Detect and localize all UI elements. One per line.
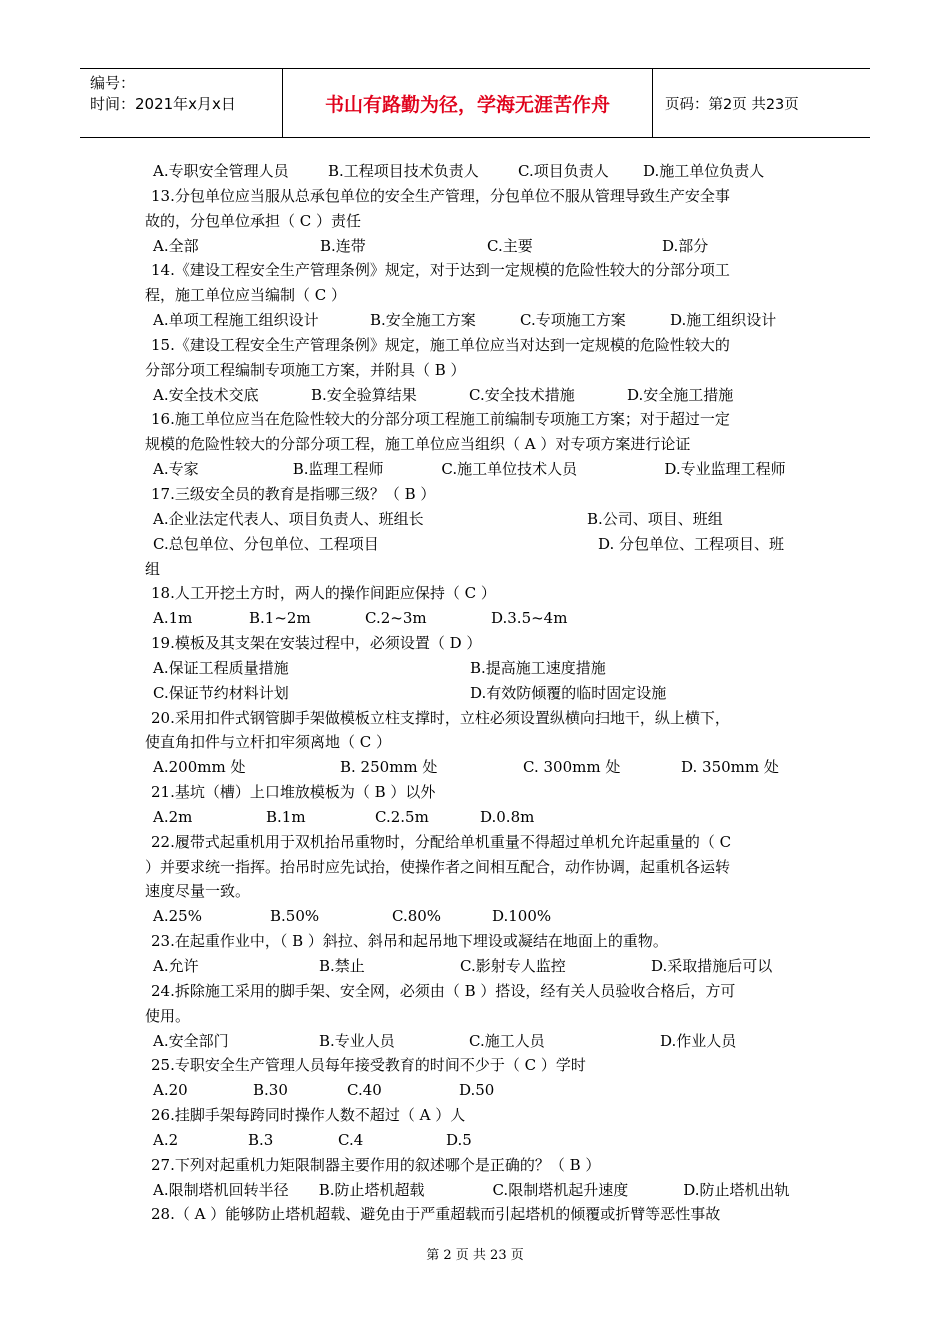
option-row	[145, 159, 813, 184]
option-row	[145, 234, 813, 259]
answer-option: A.2	[153, 1130, 179, 1149]
question-text: 17.三级安全员的教育是指哪三级？（ B ）	[151, 484, 436, 503]
answer-option: B.防止塔机超载	[318, 1180, 425, 1199]
answer-option: D.3.5~4m	[491, 609, 568, 628]
question-continuation: ）并要求统一指挥。抬吊时应先试抬，使操作者之间相互配合，动作协调，起重机各运转	[145, 857, 731, 876]
option-row	[145, 383, 813, 408]
answer-option: A.限制塔机回转半径	[153, 1180, 289, 1199]
answer-option: A.200mm 处	[153, 758, 246, 777]
answer-option: C. 300mm 处	[523, 758, 621, 777]
motto-text: 书山有路勤为径，学海无涯苦作舟	[324, 93, 610, 116]
question-text: 22.履带式起重机用于双机抬吊重物时，分配给单机重量不得超过单机允许起重量的（ C	[151, 832, 732, 851]
answer-option: C.施工人员	[469, 1031, 545, 1050]
answer-option: B.3	[248, 1130, 274, 1149]
page-footer	[0, 1244, 950, 1263]
answer-option: D.作业人员	[660, 1031, 737, 1050]
option-row	[145, 656, 813, 681]
answer-option: B.30	[253, 1081, 288, 1100]
answer-option: A.2m	[153, 807, 193, 826]
answer-option: B.安全施工方案	[370, 311, 476, 330]
question-continuation: 规模的危险性较大的分部分项工程，施工单位应当组织（ A ）对专项方案进行论证	[145, 435, 691, 454]
answer-option: B.1~2m	[249, 609, 311, 628]
question-continuation: 速度尽量一致。	[145, 882, 251, 901]
question-text: 15.《建设工程安全生产管理条例》规定，施工单位应当对达到一定规模的危险性较大的	[151, 335, 730, 354]
header-page-info	[653, 69, 870, 137]
answer-option: D. 分包单位、工程项目、班	[598, 534, 785, 553]
question-text: 16.施工单位应当在危险性较大的分部分项工程施工前编制专项施工方案；对于超过一定	[151, 410, 730, 429]
answer-option: C.限制塔机起升速度	[492, 1180, 629, 1199]
answer-option: C.专项施工方案	[520, 311, 626, 330]
option-row	[145, 904, 813, 929]
answer-option: A.25%	[153, 907, 202, 926]
answer-option: C.80%	[392, 907, 442, 926]
document-date: 时间：2021年x月x日	[90, 95, 236, 113]
question-text: 21.基坑（槽）上口堆放模板为（ B ）以外	[151, 783, 436, 802]
answer-option: C.主要	[487, 236, 533, 255]
option-row	[145, 681, 813, 706]
question-body	[145, 159, 813, 1227]
question-text: 26.挂脚手架每跨同时操作人数不超过（ A ）人	[151, 1106, 466, 1125]
header-meta	[80, 69, 283, 137]
option-row	[145, 457, 813, 482]
answer-option: C.影射专人监控	[460, 957, 566, 975]
question-continuation: 分部分项工程编制专项施工方案，并附具（ B ）	[145, 360, 466, 379]
question-text: 23.在起重作业中，（ B ）斜拉、斜吊和起吊地下埋设或凝结在地面上的重物。	[151, 932, 668, 951]
answer-option: A.安全部门	[153, 1031, 229, 1050]
answer-option: D.安全施工措施	[627, 385, 734, 404]
answer-option: A.企业法定代表人、项目负责人、班组长	[153, 509, 424, 528]
answer-option: B. 250mm 处	[340, 758, 438, 777]
question-text: 19.模板及其支架在安装过程中，必须设置（ D ）	[151, 634, 482, 653]
answer-option: D.防止塔机出轨	[683, 1180, 790, 1199]
question-continuation: 使直角扣件与立杆扣牢须离地（ C ）	[145, 733, 392, 752]
answer-option: C.施工单位技术人员	[441, 460, 578, 479]
answer-option: B.提高施工速度措施	[470, 658, 606, 677]
answer-option: A.20	[153, 1081, 188, 1100]
answer-option: D.0.8m	[480, 807, 535, 826]
answer-option: D.采取措施后可以	[651, 957, 773, 975]
answer-option: A.专家	[153, 460, 199, 479]
question-text: 20.采用扣件式钢管脚手架做模板立柱支撑时，立柱必须设置纵横向扫地干，纵上横下，	[151, 708, 730, 727]
page-header	[80, 68, 870, 138]
answer-option: C.40	[347, 1081, 382, 1100]
option-row	[145, 755, 813, 780]
answer-option: B.工程项目技术负责人	[328, 162, 479, 180]
question-continuation: 程，施工单位应当编制（ C ）	[145, 286, 347, 305]
answer-option: B.1m	[266, 807, 306, 826]
answer-option: A.允许	[153, 957, 199, 975]
answer-option: C.保证节约材料计划	[153, 683, 289, 702]
page-info-text: 页码：第2页 共23页	[665, 96, 799, 113]
question-text: 14.《建设工程安全生产管理条例》规定，对于达到一定规模的危险性较大的分部分项工	[151, 261, 730, 280]
answer-option: B.公司、项目、班组	[587, 509, 723, 528]
answer-option: B.50%	[270, 907, 320, 926]
answer-option: D. 350mm 处	[681, 758, 779, 777]
answer-option: D.有效防倾覆的临时固定设施	[470, 683, 667, 702]
option-row	[145, 507, 813, 532]
option-row	[145, 1029, 813, 1054]
answer-option: D.100%	[492, 907, 552, 926]
question-continuation: 使用。	[145, 1006, 191, 1025]
question-continuation: 组	[145, 559, 161, 578]
option-row	[145, 606, 813, 631]
answer-option: A.专职安全管理人员	[153, 162, 289, 180]
header-motto	[283, 69, 653, 137]
answer-option: B.监理工程师	[292, 460, 384, 479]
question-text: 27.下列对起重机力矩限制器主要作用的叙述哪个是正确的？（ B ）	[151, 1155, 601, 1174]
answer-option: C.安全技术措施	[469, 385, 575, 404]
answer-option: D.施工组织设计	[670, 311, 777, 330]
answer-option: B.安全验算结果	[311, 385, 417, 404]
answer-option: A.1m	[153, 609, 193, 628]
document-number-label: 编号：	[90, 74, 136, 92]
answer-option: D.施工单位负责人	[643, 162, 765, 180]
answer-option: C.总包单位、分包单位、工程项目	[153, 534, 379, 553]
answer-option: B.连带	[320, 236, 366, 255]
answer-option: C.项目负责人	[518, 162, 609, 180]
question-continuation: 故的，分包单位承担（ C ）责任	[145, 211, 362, 230]
option-row	[145, 308, 813, 333]
option-row	[145, 532, 813, 557]
answer-option: D.50	[459, 1081, 495, 1100]
answer-option: C.2~3m	[365, 609, 427, 628]
answer-option: A.单项工程施工组织设计	[153, 311, 319, 330]
question-text: 24.拆除施工采用的脚手架、安全网，必须由（ B ）搭设，经有关人员验收合格后，方可	[151, 981, 736, 1000]
option-row	[145, 954, 813, 979]
answer-option: C.2.5m	[375, 807, 429, 826]
footer-page-number: 第 2 页 共 23 页	[426, 1248, 524, 1263]
question-text: 28.（ A ）能够防止塔机超载、避免由于严重超载而引起塔机的倾覆或折臂等恶性事故	[151, 1205, 721, 1224]
answer-option: B.禁止	[319, 957, 365, 975]
option-row	[145, 1178, 813, 1203]
answer-option: D.专业监理工程师	[664, 460, 786, 479]
answer-option: A.全部	[153, 236, 199, 255]
answer-option: D.5	[446, 1130, 472, 1149]
question-text: 18.人工开挖土方时，两人的操作间距应保持（ C ）	[151, 584, 496, 603]
answer-option: A.安全技术交底	[153, 385, 259, 404]
answer-option: C.4	[338, 1130, 364, 1149]
question-text: 13.分包单位应当服从总承包单位的安全生产管理，分包单位不服从管理导致生产安全事	[151, 186, 730, 205]
option-row	[145, 805, 813, 830]
answer-option: B.专业人员	[319, 1031, 395, 1050]
option-row	[145, 1078, 813, 1103]
option-row	[145, 1128, 813, 1153]
answer-option: A.保证工程质量措施	[153, 658, 289, 677]
question-text: 25.专职安全生产管理人员每年接受教育的时间不少于（ C ）学时	[151, 1056, 586, 1075]
answer-option: D.部分	[662, 236, 709, 255]
